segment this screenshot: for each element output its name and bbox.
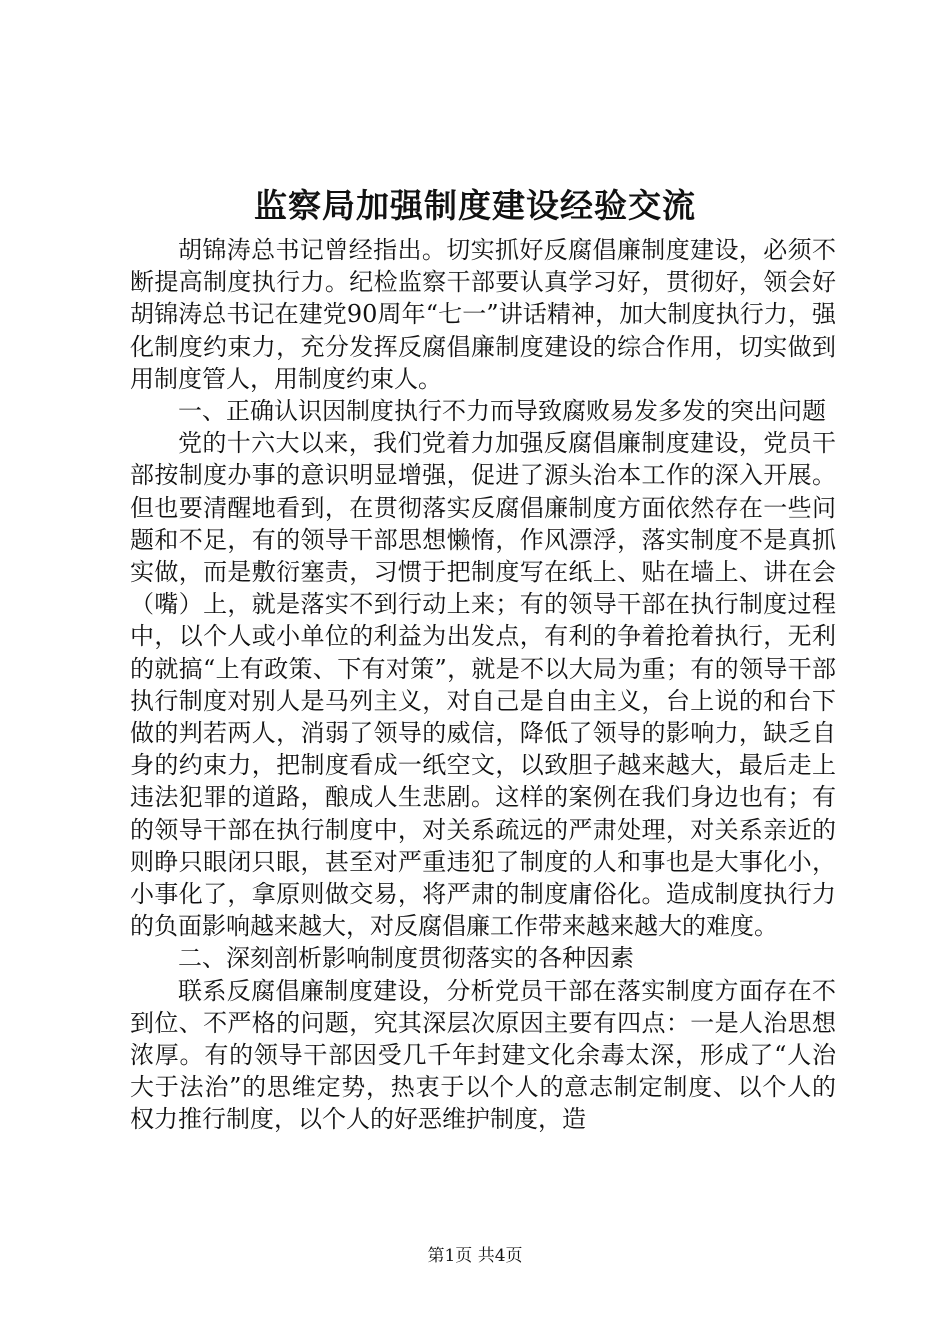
page-number: 第1页 共4页 xyxy=(427,1246,523,1266)
section-heading-1: 一、正确认识因制度执行不力而导致腐败易发多发的突出问题 xyxy=(178,397,826,426)
paragraph-section-2: 联系反腐倡廉制度建设，分析党员干部在落实制度方面存在不到位、不严格的问题，究其深层次原因主要有四点：一是人治思想浓厚。有的领导干部因受几千年封建文化余毒太深，形成了“人治大于法治”的思维定势，热衷于以个人的意志制定制度、以个人的权力推行制度，以个人的好恶维护制度，造 xyxy=(130,976,836,1134)
document-body xyxy=(130,234,836,1136)
paragraph-section-1: 党的十六大以来，我们党着力加强反腐倡廉制度建设，党员干部按制度办事的意识明显增强，促进了源头治本工作的深入开展。但也要清醒地看到，在贯彻落实反腐倡廉制度方面依然存在一些问题和不足，有的领导干部思想懒惰，作风漂浮，落实制度不是真抓实做，而是敷衍塞责，习惯于把制度写在纸上、贴在墙上、讲在会（嘴）上，就是落实不到行动上来；有的领导干部在执行制度过程中，以个人或小单位的利益为出发点，有利的争着抢着执行，无利的就搞“上有政策、下有对策”，就是不以大局为重；有的领导干部执行制度对别人是马列主义，对自己是自由主义，台上说的和台下做的判若两人，消弱了领导的威信，降低了领导的影响力，缺乏自身的约束力，把制度看成一纸空文，以致胆子越来越大，最后走上违法犯罪的道路，酿成人生悲剧。这样的案例在我们身边也有；有的领导干部在执行制度中，对关系疏远的严肃处理，对关系亲近的则睁只眼闭只眼，甚至对严重违犯了制度的人和事也是大事化小，小事化了，拿原则做交易，将严肃的制度庸俗化。造成制度执行力的负面影响越来越大，对反腐倡廉工作带来越来越大的难度。 xyxy=(130,429,836,941)
paragraph-intro: 胡锦涛总书记曾经指出。切实抓好反腐倡廉制度建设，必须不断提高制度执行力。纪检监察干部要认真学习好，贯彻好，领会好胡锦涛总书记在建党90周年“七一”讲话精神，加大制度执行力，强化制度约束力，充分发挥反腐倡廉制度建设的综合作用，切实做到用制度管人，用制度约束人。 xyxy=(130,236,836,393)
section-heading-2: 二、深刻剖析影响制度贯彻落实的各种因素 xyxy=(178,944,634,973)
document-title: 监察局加强制度建设经验交流 xyxy=(254,186,696,225)
